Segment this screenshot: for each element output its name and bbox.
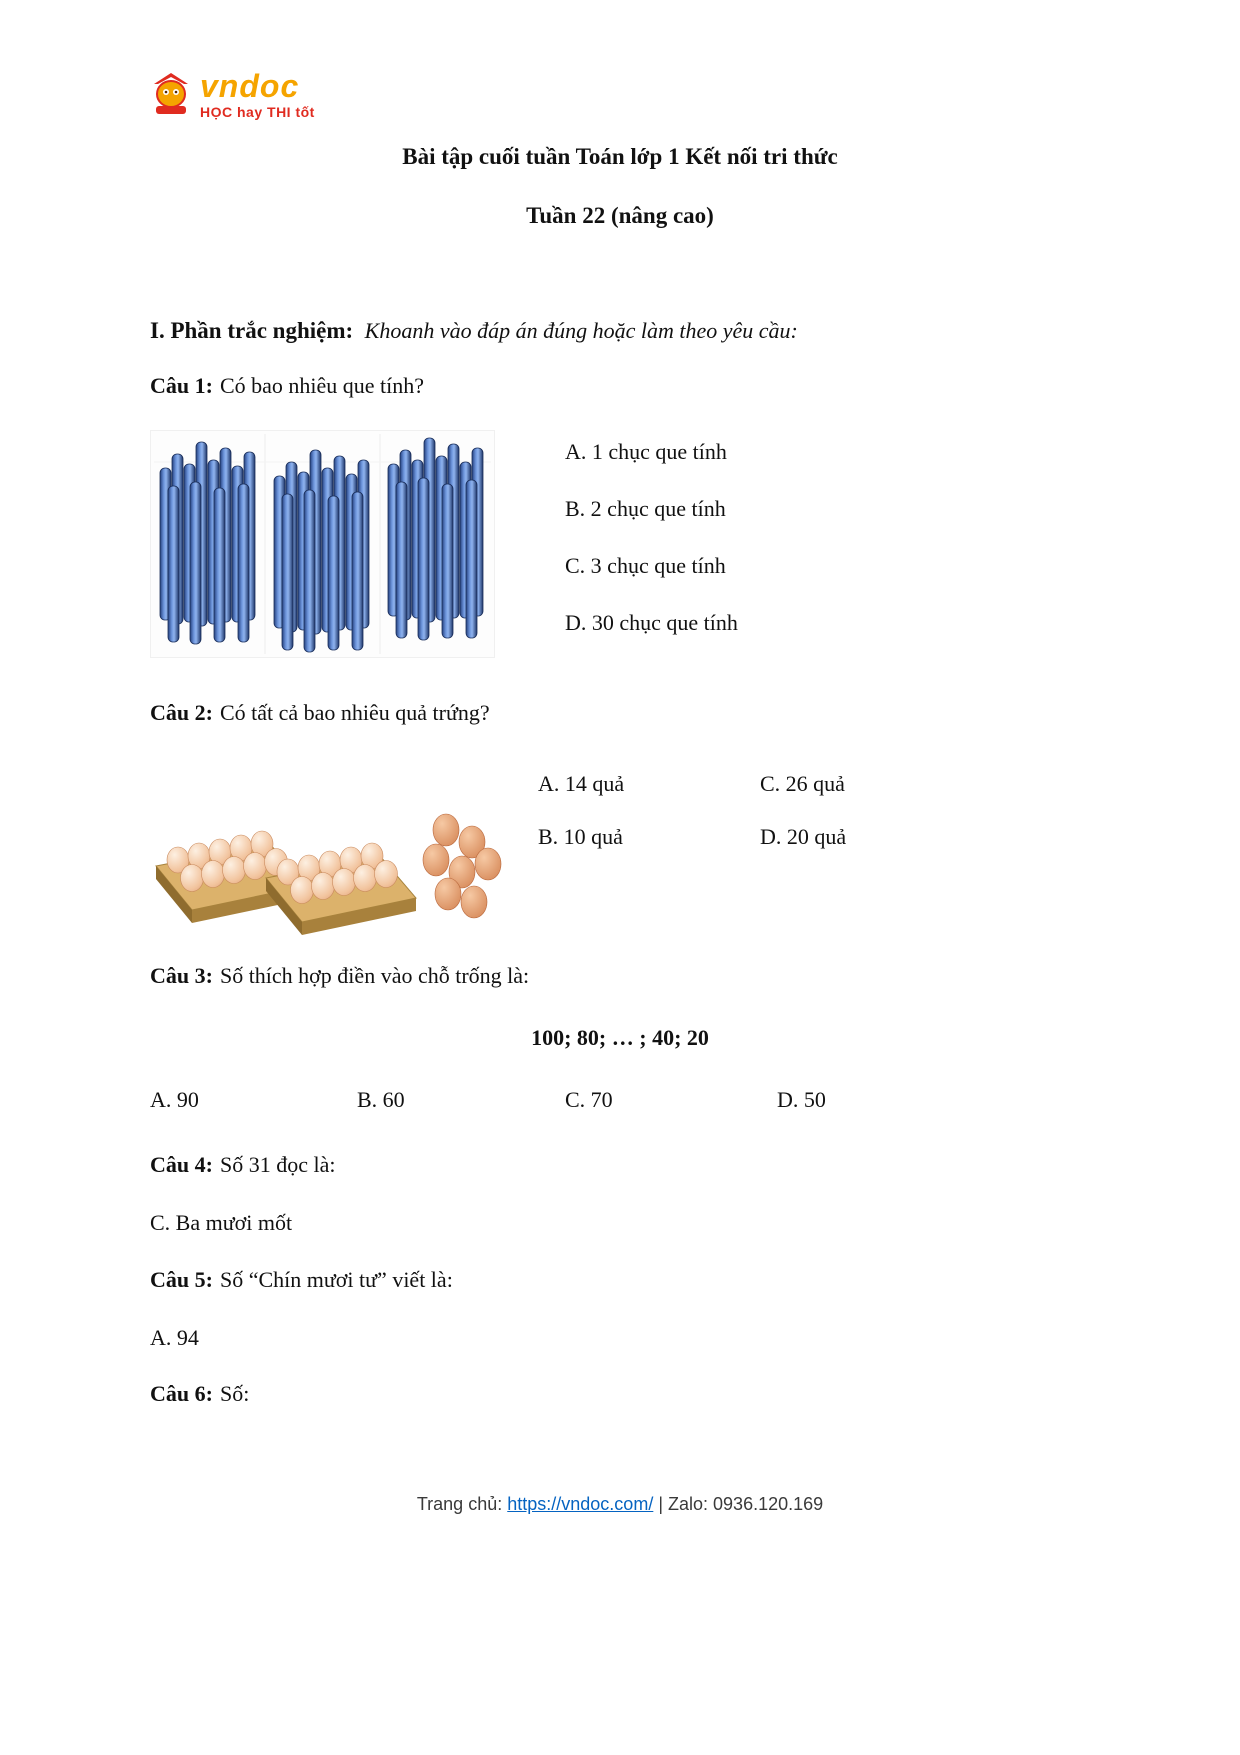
- question-5-label: Câu 5:: [150, 1267, 213, 1292]
- eggs-image: [150, 758, 510, 945]
- q1-option-c: C. 3 chục que tính: [565, 553, 726, 578]
- question-1-label: Câu 1:: [150, 373, 213, 398]
- q2-option-a: A. 14 quả: [538, 771, 625, 796]
- q2-option-d: D. 20 quả: [760, 824, 847, 849]
- q2-option-b: B. 10 quả: [538, 824, 623, 849]
- section-label: I. Phần trắc nghiệm:: [150, 318, 354, 343]
- section-instruction: Khoanh vào đáp án đúng hoặc làm theo yêu cầu:: [364, 318, 798, 343]
- question-6: [150, 1379, 249, 1408]
- q3-option-c: C. 70: [565, 1087, 613, 1112]
- question-1-text: Có bao nhiêu que tính?: [219, 373, 425, 398]
- q1-option-a: A. 1 chục que tính: [565, 439, 727, 464]
- question-5-answer: A. 94: [150, 1325, 199, 1350]
- vndoc-logo: [150, 70, 315, 121]
- q3-option-b: B. 60: [357, 1087, 405, 1112]
- page-subtitle: Tuần 22 (nâng cao): [526, 203, 714, 228]
- question-2-label: Câu 2:: [150, 700, 213, 725]
- q2-option-c: C. 26 quả: [760, 771, 845, 796]
- q1-option-b: B. 2 chục que tính: [565, 496, 726, 521]
- question-2: [150, 698, 490, 727]
- home-link[interactable]: https://vndoc.com/: [507, 1494, 654, 1514]
- q3-option-d: D. 50: [777, 1087, 826, 1112]
- vndoc-mascot-icon: [150, 70, 192, 121]
- question-4-text: Số 31 đọc là:: [219, 1152, 336, 1177]
- q3-option-a: A. 90: [150, 1087, 199, 1112]
- q1-option-d: D. 30 chục que tính: [565, 610, 738, 635]
- question-4-label: Câu 4:: [150, 1152, 213, 1177]
- footer-prefix: Trang chủ:: [416, 1494, 503, 1514]
- question-1: [150, 371, 424, 400]
- question-4: [150, 1150, 335, 1179]
- question-3-options: [150, 1085, 1090, 1115]
- counting-sticks-image: [150, 430, 495, 663]
- brand-name: vndoc: [200, 68, 300, 104]
- footer-suffix: | Zalo: 0936.120.169: [658, 1494, 824, 1514]
- question-3-label: Câu 3:: [150, 963, 213, 988]
- question-5: [150, 1265, 453, 1294]
- question-6-text: Số:: [219, 1381, 250, 1406]
- section-heading: [150, 316, 798, 345]
- question-2-options: [538, 769, 846, 851]
- question-6-label: Câu 6:: [150, 1381, 213, 1406]
- question-4-answer: C. Ba mươi mốt: [150, 1210, 293, 1235]
- question-5-text: Số “Chín mươi tư” viết là:: [219, 1267, 453, 1292]
- question-3-text: Số thích hợp điền vào chỗ trống là:: [219, 963, 530, 988]
- page-title: Bài tập cuối tuần Toán lớp 1 Kết nối tri thức: [402, 144, 838, 169]
- question-1-options: [565, 437, 738, 665]
- question-2-text: Có tất cả bao nhiêu quả trứng?: [219, 700, 490, 725]
- brand-tagline: HỌC hay THI tốt: [200, 104, 315, 120]
- question-3: [150, 961, 529, 990]
- question-3-sequence: 100; 80; … ; 40; 20: [531, 1025, 709, 1050]
- page-footer: [0, 1494, 1240, 1515]
